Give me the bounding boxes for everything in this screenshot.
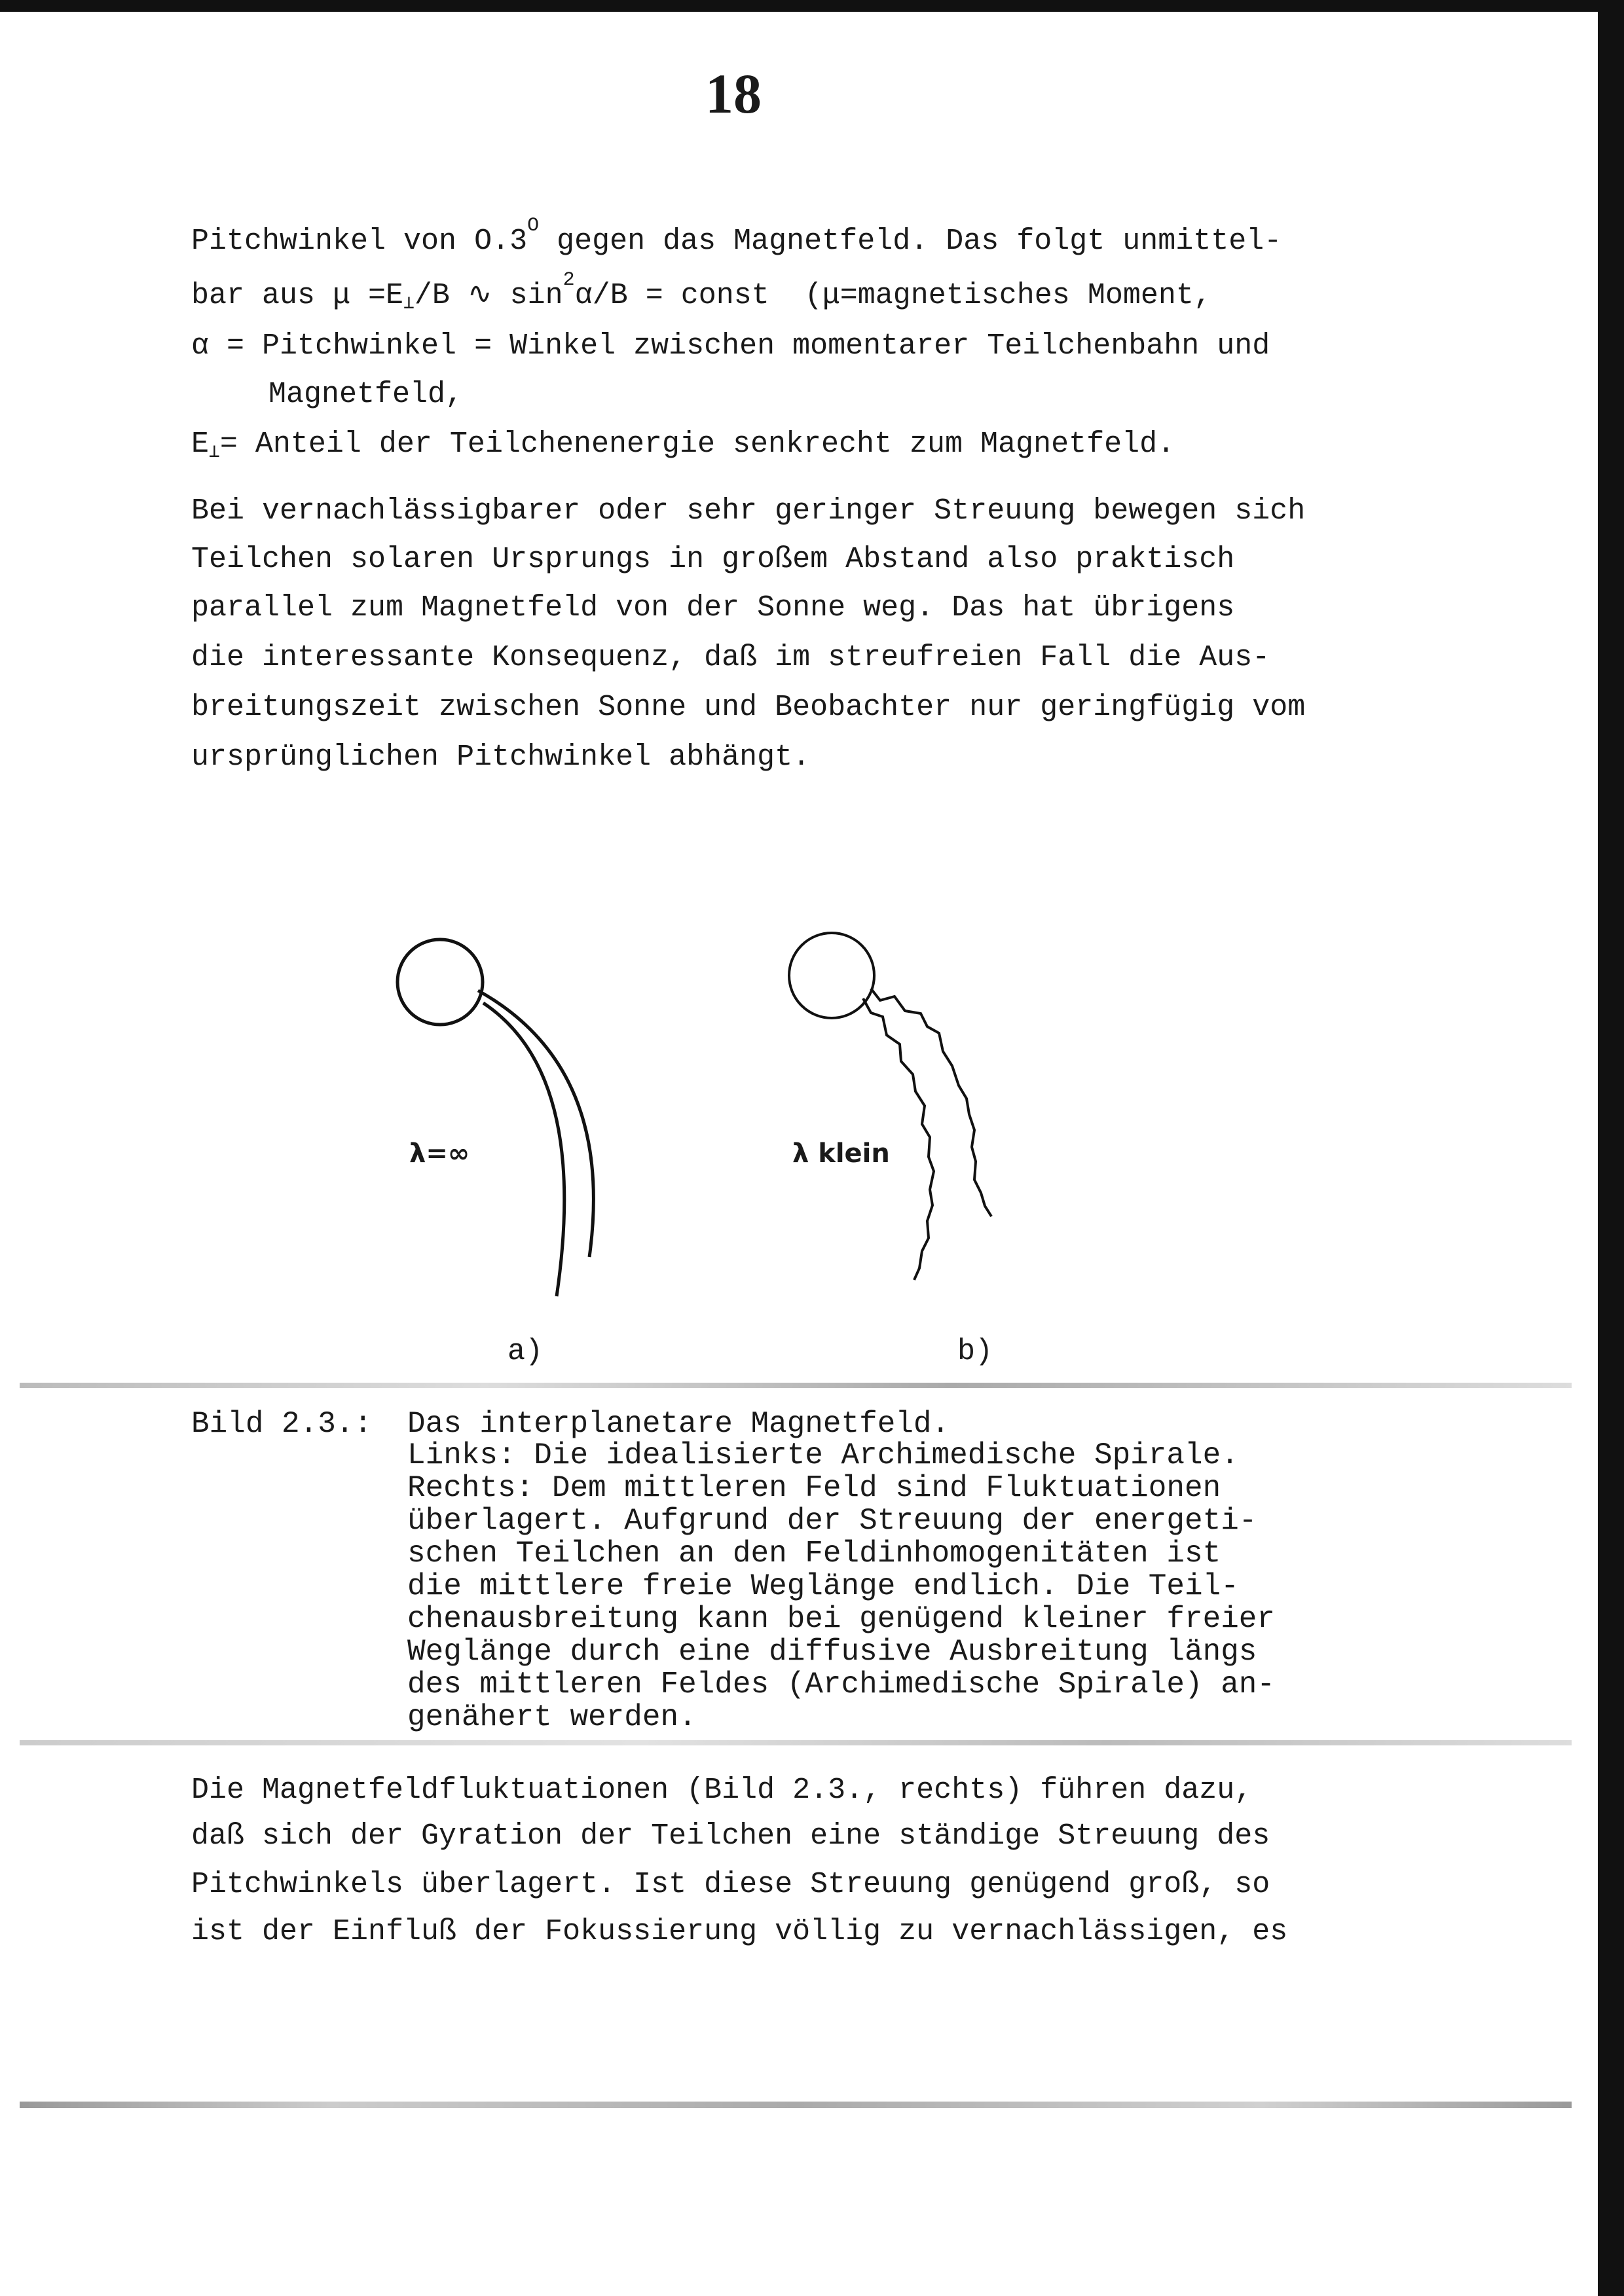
spiral-inner-line bbox=[478, 991, 593, 1257]
caption-line: genähert werden. bbox=[407, 1700, 697, 1734]
paragraph-2-line: Bei vernachlässigbarer oder sehr geringer Streuung bewegen sich bbox=[191, 494, 1306, 528]
text-run: α/B = const (μ=magnetisches Moment, bbox=[574, 279, 1211, 312]
text-run: Pitchwinkel von O.3 bbox=[191, 225, 528, 258]
caption-line: Links: Die idealisierte Archimedische Spirale. bbox=[407, 1438, 1239, 1472]
paragraph-1-line-2 bbox=[191, 269, 1211, 314]
figure-b-fluctuating bbox=[789, 933, 991, 1280]
paragraph-2-line: breitungszeit zwischen Sonne und Beobachter nur geringfügig vom bbox=[191, 691, 1306, 724]
lambda-small-label: λ klein bbox=[792, 1139, 890, 1169]
subfigure-b-label: b) bbox=[957, 1335, 993, 1368]
perp-subscript: ⊥ bbox=[403, 294, 415, 314]
caption-line: chenausbreitung kann bei genügend kleiner freier bbox=[407, 1602, 1276, 1636]
paragraph-3-line: Die Magnetfeldfluktuationen (Bild 2.3., rechts) führen dazu, bbox=[191, 1774, 1253, 1807]
caption-line: Das interplanetare Magnetfeld. bbox=[407, 1407, 950, 1441]
paragraph-1-line-5 bbox=[191, 428, 1175, 463]
caption-line: schen Teilchen an den Feldinhomogenitäten ist bbox=[407, 1537, 1221, 1571]
degree-superscript: O bbox=[527, 215, 540, 237]
paragraph-3-line: Pitchwinkels überlagert. Ist diese Streuung genügend groß, so bbox=[191, 1868, 1270, 1901]
text-run: E bbox=[191, 428, 210, 461]
sun-circle-a bbox=[397, 939, 483, 1025]
figure-a-spiral bbox=[397, 939, 593, 1296]
magnetic-field-figure bbox=[367, 917, 1153, 1322]
spiral-outer-line bbox=[483, 1003, 564, 1296]
scan-artifact-line bbox=[20, 1383, 1572, 1388]
text-run: gegen das Magnetfeld. Das folgt unmittel- bbox=[539, 225, 1282, 258]
caption-line: die mittlere freie Weglänge endlich. Die Teil- bbox=[407, 1569, 1239, 1603]
paragraph-3-line: ist der Einfluß der Fokussierung völlig zu vernachlässigen, es bbox=[191, 1915, 1288, 1948]
text-run: bar aus μ =E bbox=[191, 279, 404, 312]
lambda-infinity-label: λ=∞ bbox=[409, 1139, 470, 1169]
caption-line: überlagert. Aufgrund der Streuung der energeti- bbox=[407, 1504, 1257, 1538]
paragraph-1-line-4: Magnetfeld, bbox=[268, 378, 464, 411]
scan-artifact-line bbox=[20, 2102, 1572, 2108]
scan-border-top bbox=[0, 0, 1624, 12]
caption-line: Rechts: Dem mittleren Feld sind Fluktuationen bbox=[407, 1471, 1221, 1505]
paragraph-1-line-1 bbox=[191, 215, 1282, 258]
paragraph-2-line: die interessante Konsequenz, daß im streufreien Fall die Aus- bbox=[191, 641, 1270, 674]
paragraph-2-line: Teilchen solaren Ursprungs in großem Abstand also praktisch bbox=[191, 543, 1235, 576]
paragraph-2-line: parallel zum Magnetfeld von der Sonne weg. Das hat übrigens bbox=[191, 591, 1235, 625]
scan-border-right bbox=[1598, 0, 1624, 2296]
subfigure-a-label: a) bbox=[507, 1335, 544, 1368]
figure-caption-label: Bild 2.3.: bbox=[191, 1407, 373, 1441]
caption-line: Weglänge durch eine diffusive Ausbreitung längs bbox=[407, 1635, 1257, 1669]
scan-artifact-line bbox=[20, 1740, 1572, 1745]
square-superscript: 2 bbox=[563, 269, 575, 291]
paragraph-2-line: ursprünglichen Pitchwinkel abhängt. bbox=[191, 740, 811, 774]
caption-line: des mittleren Feldes (Archimedische Spirale) an- bbox=[407, 1667, 1276, 1702]
page-number: 18 bbox=[705, 62, 762, 125]
paragraph-1-line-3: α = Pitchwinkel = Winkel zwischen momentarer Teilchenbahn und bbox=[191, 329, 1270, 363]
text-run: /B ∿ sin bbox=[414, 279, 563, 312]
paragraph-3-line: daß sich der Gyration der Teilchen eine ständige Streuung des bbox=[191, 1819, 1270, 1853]
perp-subscript: ⊥ bbox=[209, 443, 220, 463]
sun-circle-b bbox=[789, 933, 874, 1018]
text-run: = Anteil der Teilchenenergie senkrecht zum Magnetfeld. bbox=[219, 428, 1175, 461]
